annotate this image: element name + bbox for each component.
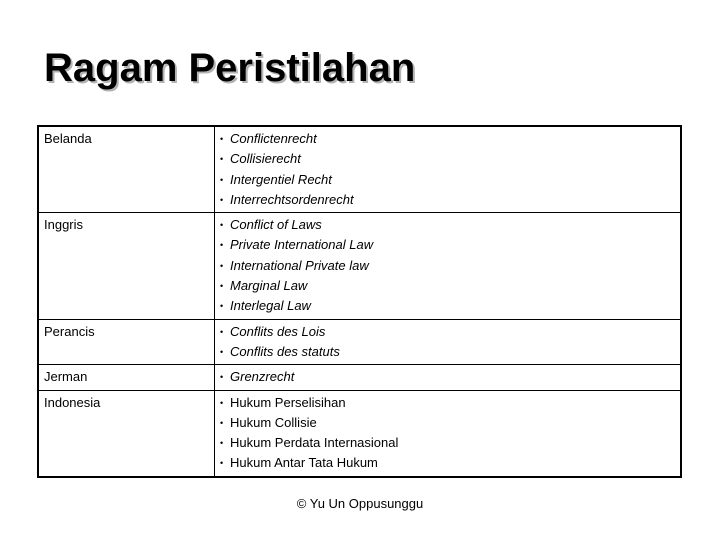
term-item: • Marginal Law bbox=[220, 276, 675, 296]
term-item: • Interlegal Law bbox=[220, 296, 675, 316]
language-cell: Inggris bbox=[38, 213, 215, 319]
term-item: • Private International Law bbox=[220, 235, 675, 255]
term-item: • Collisierecht bbox=[220, 149, 675, 169]
language-cell: Perancis bbox=[38, 319, 215, 365]
terms-cell bbox=[215, 213, 682, 319]
table-row-inggris bbox=[38, 213, 681, 319]
term-list bbox=[220, 129, 675, 210]
table-row-perancis bbox=[38, 319, 681, 365]
terms-cell bbox=[215, 319, 682, 365]
term-item: • Hukum Perdata Internasional bbox=[220, 433, 675, 453]
term-item: • Conflictenrecht bbox=[220, 129, 675, 149]
terms-cell bbox=[215, 365, 682, 390]
term-list bbox=[220, 215, 675, 316]
term-item: • Interrechtsordenrecht bbox=[220, 190, 675, 210]
term-item: • Conflits des statuts bbox=[220, 342, 675, 362]
terms-cell bbox=[215, 390, 682, 477]
table-row-indonesia bbox=[38, 390, 681, 477]
term-item: • Hukum Perselisihan bbox=[220, 393, 675, 413]
term-item: • Hukum Antar Tata Hukum bbox=[220, 453, 675, 473]
term-item: • International Private law bbox=[220, 256, 675, 276]
language-cell: Belanda bbox=[38, 126, 215, 213]
language-cell: Indonesia bbox=[38, 390, 215, 477]
terminology-table bbox=[37, 125, 682, 478]
footer-credit: © Yu Un Oppusunggu bbox=[296, 496, 424, 511]
term-list bbox=[220, 393, 675, 474]
term-list bbox=[220, 322, 675, 363]
term-item: • Conflict of Laws bbox=[220, 215, 675, 235]
table-row-belanda bbox=[38, 126, 681, 213]
language-cell: Jerman bbox=[38, 365, 215, 390]
term-item: • Hukum Collisie bbox=[220, 413, 675, 433]
term-item: • Conflits des Lois bbox=[220, 322, 675, 342]
term-item: • Intergentiel Recht bbox=[220, 170, 675, 190]
term-list bbox=[220, 367, 675, 387]
table-row-jerman bbox=[38, 365, 681, 390]
terms-cell bbox=[215, 126, 682, 213]
term-item: • Grenzrecht bbox=[220, 367, 675, 387]
slide-title: Ragam Peristilahan bbox=[44, 46, 416, 90]
